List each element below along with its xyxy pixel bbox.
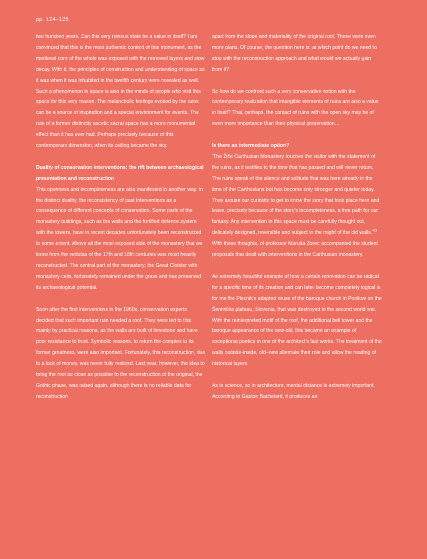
paragraph-gap: [212, 76, 382, 87]
page-number: pp. 124–125: [36, 17, 69, 23]
body-paragraph: two hundred years. Can this very ruinous state be a value in itself? I am convinced that this is the most authentic context of this monument, as the medieval core of the whole was exposed with the removed layers and slow decay. With it, the principles of construction and understanding of space as it was when it was inhabited in the twelfth century were revealed as well. Such a phenomenon in space is also in the minds of people who visit this space for this very reason. The melancholic feelings evoked by the ruins can be a source of inspiration and a special environment for events. The ruin of a former distinctly ascetic sacral space has a more monumental effect than it has ever had. Perhaps precisely because of this contemporary dimension, when its ceiling became the sky.: [36, 34, 205, 150]
paragraph-gap: [212, 370, 382, 381]
body-paragraph: An extremely beautiful example of how a certain renovation can be radical for a specific time of its creation and can later become completely logical is for me the Plecnik’s adapted reuse of the baroque church in Ponikve on the Šentviška plateau, Slovenia, that was destroyed in the second world war. With the reinterpreted motif of the roof, the additional bell tower and the baroque appearance of the new-old, this became an example of exceptional poetics in one of the architect’s last works. The treatment of the walls outside-inside, old–new alternate their role and allow the reading of historical layers.: [212, 273, 382, 368]
section-heading: Is there an intermediate option?: [212, 143, 290, 150]
body-paragraph: This openness and incompleteness are also manifested in another way. In the distinct duality, the inconsistency of past interventions as a consequence of different concepts of conservation. Some parts of the monastery buildings, such as the walls and the fortified defence system with the towers, have in recent decades unfortunately been reconstructed to some extent. Above all the most exposed side of the monastery that we know from the vedutas of the 17th and 18th centuries was most heavily reconstructed. The central part of the monastery, the Great Cloister with monastery cells, fortunately remained under the grass and has preserved its archaeological potential.: [36, 186, 203, 291]
body-paragraph: As in science, so in architecture, mental distance is extremely important. According to Gaston Bachelard, it produces an: [212, 382, 375, 400]
quote-paragraph: [212, 152, 382, 261]
paragraph-gap: [36, 294, 206, 305]
right-column: [212, 32, 382, 403]
quote-attribution: With these thoughts, of professor Maruša Zorec accompanied the student proposals that dealt with interventions in the Carthusian monastery.: [212, 241, 378, 259]
body-paragraph: Soon after the first interventions in the 1960s, conservation experts decided that such important ruin needed a roof. They were led to this mainly by practical reasons, as the walls are built of limestone and have poor resistance to frost. Symbolic reasons, to return the complex to its former greatness, were also important. Fortunately, this reconstruction, due to a lack of money, was never fully realized. Last year, however, the idea to bring the roof as close as possible to the reconstruction of the original, the Gothic phase, was raised again, although there is no reliable data for reconstruction: [36, 306, 206, 400]
footnote-reference: 03: [373, 228, 378, 233]
body-paragraph: So how do we confront such a very conservative notion with the contemporary realization that intangible elements of ruins are also a value in itself? That, perhaps, the contact of ruins with the open sky may be of even more importance than their physical preservation…: [212, 88, 379, 128]
quote-text: ‘The Žiče Carthusian Monastery touches the visitor with the statement of the ruins, as it testifies to the time that has passed and will never return. The ruins speak of the silence and solitude that was here already in the time of the Carthusians but has become only stronger and quieter today. They arouse our curiosity to get to know the story that took place here and leave, precisely because of the story’s incompleteness, a free path for our fantasy. Any intervention in this space must be carefully thought out, delicately designed, reversible and subject to the might of the old walls.’: [212, 153, 380, 237]
body-paragraph: apart from the slope and materiality of the original roof. These were even more plans. Of course, the question here is: at which point do we need to stop with the reconstruction approach and what would we actually gain from it?: [212, 34, 377, 73]
paragraph-gap: [212, 130, 382, 141]
left-column: [36, 32, 206, 403]
paragraph-gap: [212, 261, 382, 272]
section-heading: Duality of conservation interventions: the rift between archaeological presentation and reconstruction: [36, 164, 204, 182]
paragraph-gap: [36, 152, 206, 163]
